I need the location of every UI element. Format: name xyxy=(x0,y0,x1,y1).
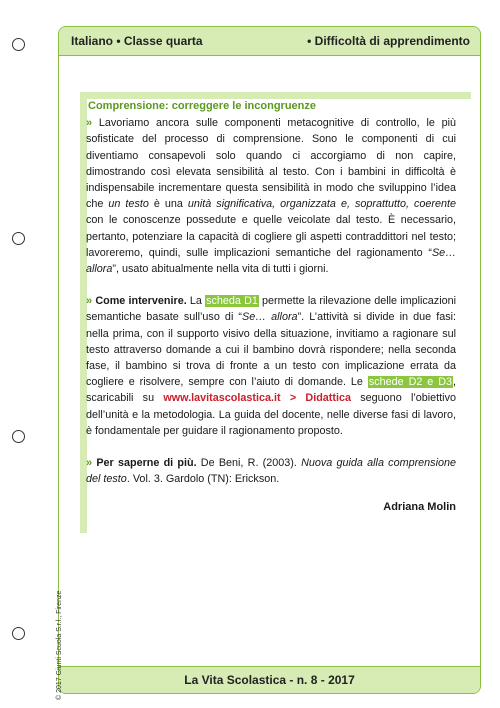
text-run: permette la rilevazione delle implicazioni semantiche basate sull’uso di “ xyxy=(86,295,456,324)
text-run: , scaricabili su xyxy=(86,376,456,405)
worksheet-highlight: schede D2 e D3 xyxy=(368,376,452,389)
arrow-bullet-icon: » xyxy=(86,295,93,308)
binder-hole-icon xyxy=(12,232,25,245)
arrow-bullet-icon: » xyxy=(86,457,93,470)
header-subject: Italiano • Classe quarta xyxy=(71,34,203,48)
footer-text: La Vita Scolastica - n. 8 - 2017 xyxy=(184,673,355,687)
text-run: è una xyxy=(148,198,188,211)
paragraph-intervention xyxy=(86,293,456,439)
italic-run: Se… allora xyxy=(86,246,456,276)
text-run: . Vol. 3. Gardolo (TN): Erickson. xyxy=(126,473,280,486)
paragraph-label: Come intervenire. xyxy=(95,295,187,308)
paragraph-references xyxy=(86,455,456,487)
text-run: seguono l’obiettivo dell’unità e la metodologia. La guida del docente, nelle diverse fasi di lavoro, è fondamentale per guidare il ragionamento proposto. xyxy=(86,392,456,437)
binder-hole-icon xyxy=(12,627,25,640)
binder-hole-icon xyxy=(12,430,25,443)
text-run: ”. L’attività si divide in due fasi: nella prima, con il supporto visivo della situazione, invitiamo a ragionare sul testo attraverso domande a cui il bambino dovrà rispondere; nella seconda fase, il bambino si trova di fronte a un testo con implicazione errata da cogliere e risolvere, sempre con l’aiuto di domande. Le xyxy=(86,311,456,389)
text-run: Lavoriamo ancora sulle componenti metacognitive di controllo, le più sofisticate del processo di comprensione. Sono le componenti di cui diventiamo consapevoli solo quando ci accorgiamo di non capire, dimostrando così elevata sensibilità al testo. Con i bambini in difficoltà è indispensabile incrementare questa sensibilità in modo che sviluppino l’idea che xyxy=(86,117,457,211)
page-header xyxy=(59,27,480,56)
section-title: Comprensione: correggere le incongruenze xyxy=(88,100,316,112)
text-run: con le conoscenze possedute e quelle veicolate dal testo. È necessario, pertanto, potenziare la capacità di cogliere gli aspetti contraddittori nel testo; lavoreremo, quindi, sulle implicazioni semantiche del ragionamento “ xyxy=(86,214,456,259)
copyright-notice: © 2017 Giunti Scuola S.r.l., Firenze xyxy=(56,590,63,700)
header-topic: • Difficoltà di apprendimento xyxy=(307,34,470,48)
page-footer xyxy=(59,666,480,693)
italic-run: Nuova guida alla comprensione del testo xyxy=(86,457,456,486)
author-name: Adriana Molin xyxy=(383,501,456,514)
italic-run: un testo xyxy=(108,198,149,211)
italic-run: Se… allora xyxy=(242,311,298,324)
paragraph-intro xyxy=(86,115,456,277)
paragraph-label: Per saperne di più. xyxy=(96,457,197,470)
website-link[interactable]: www.lavitascolastica.it > Didattica xyxy=(163,392,351,405)
arrow-bullet-icon: » xyxy=(86,117,93,130)
article-body xyxy=(86,98,456,516)
binder-hole-icon xyxy=(12,38,25,51)
text-run: De Beni, R. (2003). xyxy=(196,457,302,470)
text-run: La xyxy=(186,295,206,308)
worksheet-highlight: scheda D1 xyxy=(206,295,258,308)
italic-run: unità significativa, organizzata e, soprattutto, coerente xyxy=(187,198,456,211)
text-run: ”, usato abitualmente nella vita di tutti i giorni. xyxy=(112,263,329,276)
